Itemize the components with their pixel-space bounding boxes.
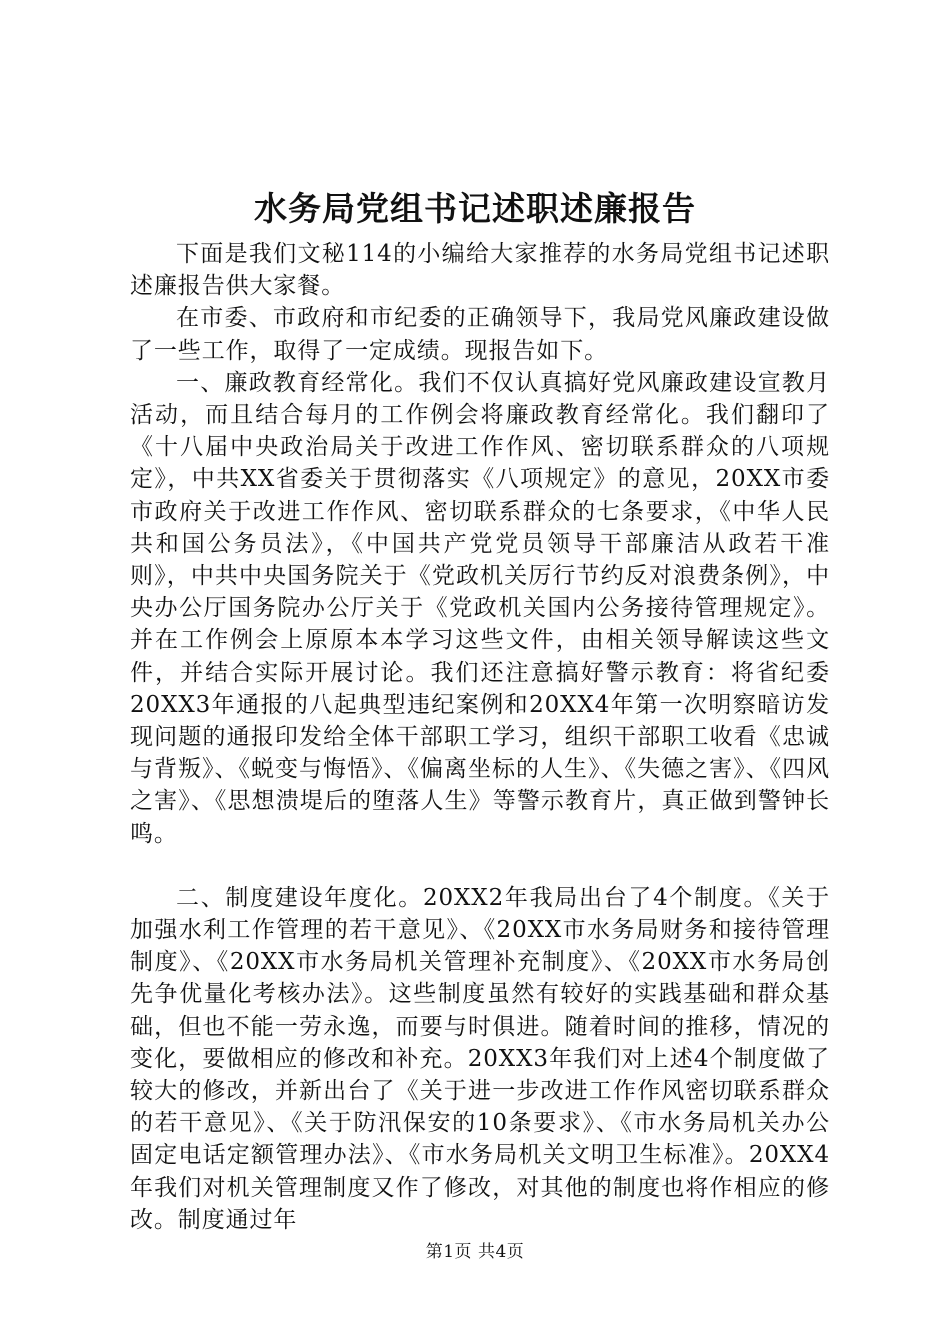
document-title: 水务局党组书记述职述廉报告 xyxy=(254,189,696,228)
intro-paragraph: 下面是我们文秘114的小编给大家推荐的水务局党组书记述职述廉报告供大家餐。 xyxy=(130,241,830,300)
opening-paragraph: 在市委、市政府和市纪委的正确领导下，我局党风廉政建设做了一些工作，取得了一定成绩。现报告如下。 xyxy=(130,305,830,364)
document-body xyxy=(130,238,830,1236)
section-one-paragraph: 一、廉政教育经常化。我们不仅认真搞好党风廉政建设宣教月活动，而且结合每月的工作例会将廉政教育经常化。我们翻印了《十八届中央政治局关于改进工作作风、密切联系群众的八项规定》，中共XX省委关于贯彻落实《八项规定》的意见，20XX市委市政府关于改进工作作风、密切联系群众的七条要求，《中华人民共和国公务员法》，《中国共产党党员领导干部廉洁从政若干准则》，中共中央国务院关于《党政机关厉行节约反对浪费条例》，中央办公厅国务院办公厅关于《党政机关国内公务接待管理规定》。并在工作例会上原原本本学习这些文件，由相关领导解读这些文件，并结合实际开展讨论。我们还注意搞好警示教育：将省纪委20XX3年通报的八起典型违纪案例和20XX4年第一次明察暗访发现问题的通报印发给全体干部职工学习，组织干部职工收看《忠诚与背叛》、《蜕变与悔悟》、《偏离坐标的人生》、《失德之害》、《四风之害》、《思想溃堤后的堕落人生》等警示教育片，真正做到警钟长鸣。 xyxy=(130,369,830,847)
page-footer: 第1页 共4页 xyxy=(425,1242,525,1262)
section-two-paragraph: 二、制度建设年度化。20XX2年我局出台了4个制度。《关于加强水利工作管理的若干意见》、《20XX市水务局财务和接待管理制度》、《20XX市水务局机关管理补充制度》、《20XX市水务局创先争优量化考核办法》。这些制度虽然有较好的实践基础和群众基础，但也不能一劳永逸，而要与时俱进。随着时间的推移，情况的变化，要做相应的修改和补充。20XX3年我们对上述4个制度做了较大的修改，并新出台了《关于进一步改进工作作风密切联系群众的若干意见》、《关于防汛保安的10条要求》、《市水务局机关办公固定电话定额管理办法》、《市水务局机关文明卫生标准》。20XX4年我们对机关管理制度又作了修改，对其他的制度也将作相应的修改。制度通过年 xyxy=(130,884,830,1233)
